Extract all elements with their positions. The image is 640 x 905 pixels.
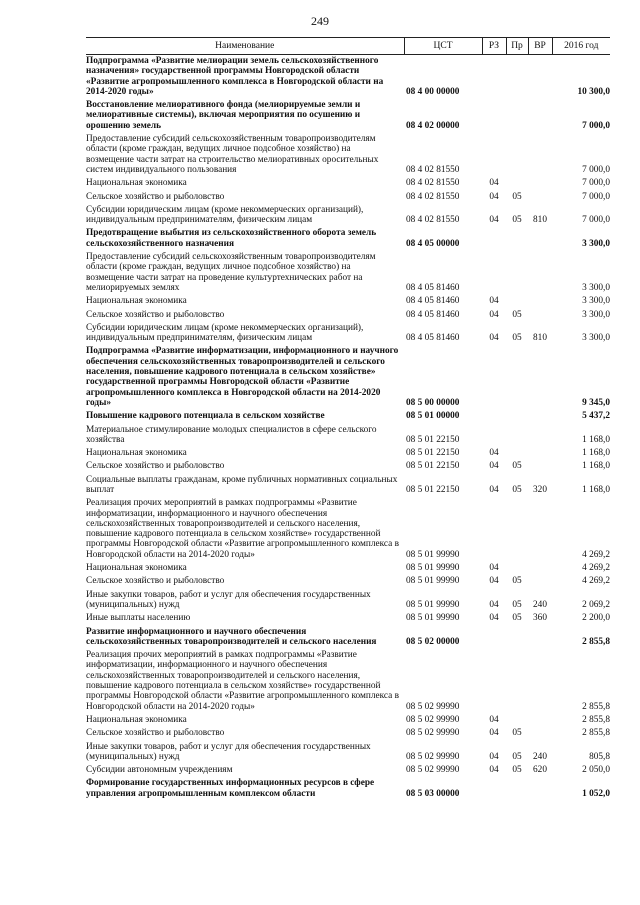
row-vr xyxy=(528,497,552,562)
table-row xyxy=(86,612,610,625)
row-name: Подпрограмма «Развитие информатизации, информационного и научного обеспечения сельскохозяйственных товаропроизводителей и сельского населения, повышение кадрового потенциала в сельском хозяйстве» государственной программы Новгородской области «Развитие агропромышленного комплекса в Новгородской области на 2014-2020 годы» xyxy=(86,346,399,408)
table-row xyxy=(86,741,610,765)
row-amount: 1 168,0 xyxy=(582,461,610,472)
row-name: Иные закупки товаров, работ и услуг для обеспечения государственных (муниципальных) нужд xyxy=(86,589,371,610)
table-body xyxy=(86,55,610,802)
header-pr: Пр xyxy=(506,38,528,55)
row-name: Иные закупки товаров, работ и услуг для обеспечения государственных (муниципальных) нужд xyxy=(86,741,371,762)
table-row xyxy=(86,727,610,740)
row-amount: 3 300,0 xyxy=(582,282,610,293)
row-rz: 04 xyxy=(489,484,499,495)
row-code: 08 5 01 22150 xyxy=(406,484,460,495)
row-code: 08 4 05 81460 xyxy=(406,309,460,320)
row-rz: 04 xyxy=(489,765,499,776)
table-row xyxy=(86,99,610,133)
row-code: 08 4 05 81460 xyxy=(406,282,460,293)
row-pr xyxy=(506,447,528,460)
row-vr xyxy=(528,714,552,727)
row-rz xyxy=(482,649,506,714)
header-name: Наименование xyxy=(86,38,404,55)
row-name: Субсидии юридическим лицам (кроме некоммерческих организаций), индивидуальным предпринимателям, физическим лицам xyxy=(86,204,364,226)
table-row xyxy=(86,309,610,322)
row-code: 08 5 02 99990 xyxy=(406,751,460,762)
row-rz xyxy=(482,497,506,562)
row-amount: 2 855,8 xyxy=(582,701,610,712)
row-vr xyxy=(528,447,552,460)
row-vr xyxy=(528,309,552,322)
row-rz xyxy=(482,251,506,295)
row-code: 08 4 02 81550 xyxy=(406,215,460,226)
row-pr xyxy=(506,562,528,575)
table-row xyxy=(86,410,610,423)
header-code: ЦСТ xyxy=(404,38,482,55)
row-pr xyxy=(506,714,528,727)
table-row xyxy=(86,322,610,346)
row-vr xyxy=(528,649,552,714)
row-code: 08 5 01 22150 xyxy=(406,434,460,445)
row-amount: 7 000,0 xyxy=(582,178,610,189)
row-rz: 04 xyxy=(489,599,499,610)
row-pr: 05 xyxy=(512,461,522,472)
table-row xyxy=(86,649,610,714)
row-name: Иные выплаты населению xyxy=(86,613,191,624)
row-name: Сельское хозяйство и рыболовство xyxy=(86,309,225,320)
row-code: 08 4 02 81550 xyxy=(406,191,460,202)
row-code: 08 5 01 22150 xyxy=(406,461,460,472)
table-row xyxy=(86,295,610,308)
row-vr xyxy=(528,251,552,295)
row-rz xyxy=(482,626,506,650)
row-vr: 620 xyxy=(533,765,547,776)
row-amount: 805,8 xyxy=(589,751,610,762)
header-vr: ВР xyxy=(528,38,552,55)
row-code: 08 5 03 00000 xyxy=(406,788,460,799)
row-pr xyxy=(506,295,528,308)
row-name: Национальная экономика xyxy=(86,563,187,574)
row-name: Социальные выплаты гражданам, кроме публичных нормативных социальных выплат xyxy=(86,474,398,495)
row-pr: 05 xyxy=(512,191,522,202)
row-pr: 05 xyxy=(512,599,522,610)
row-vr: 810 xyxy=(533,215,547,226)
row-amount: 5 437,2 xyxy=(582,411,610,422)
row-code: 08 4 05 81460 xyxy=(406,333,460,344)
row-pr: 05 xyxy=(512,333,522,344)
row-code: 08 5 00 00000 xyxy=(406,397,460,408)
row-name: Сельское хозяйство и рыболовство xyxy=(86,728,225,739)
row-code: 08 4 05 81460 xyxy=(406,296,460,307)
row-vr xyxy=(528,575,552,588)
row-amount: 3 300,0 xyxy=(582,238,610,249)
row-amount: 7 000,0 xyxy=(582,164,610,175)
table-row xyxy=(86,191,610,204)
table-row xyxy=(86,562,610,575)
row-amount: 2 050,0 xyxy=(582,765,610,776)
row-amount: 10 300,0 xyxy=(577,86,610,97)
table-row xyxy=(86,345,610,410)
row-vr xyxy=(528,626,552,650)
row-pr: 05 xyxy=(512,576,522,587)
row-rz: 04 xyxy=(489,448,499,459)
row-pr xyxy=(506,424,528,448)
row-code: 08 5 01 99990 xyxy=(406,563,460,574)
row-amount: 4 269,2 xyxy=(582,563,610,574)
table-row xyxy=(86,575,610,588)
row-pr xyxy=(506,410,528,423)
row-vr xyxy=(528,133,552,177)
row-name: Национальная экономика xyxy=(86,714,187,725)
row-amount: 7 000,0 xyxy=(582,120,610,131)
row-pr: 05 xyxy=(512,728,522,739)
row-rz xyxy=(482,345,506,410)
row-amount: 7 000,0 xyxy=(582,215,610,226)
row-vr xyxy=(528,55,552,100)
row-vr xyxy=(528,424,552,448)
row-rz xyxy=(482,133,506,177)
row-amount: 3 300,0 xyxy=(582,296,610,307)
row-name: Подпрограмма «Развитие мелиорации земель сельскохозяйственного назначения» государственной программы Новгородской области «Развитие агропромышленного комплекса в Новгородской области на 2014-2020 годы» xyxy=(86,56,384,97)
row-rz: 04 xyxy=(489,215,499,226)
row-rz: 04 xyxy=(489,563,499,574)
row-vr xyxy=(528,410,552,423)
row-code: 08 5 01 99990 xyxy=(406,599,460,610)
row-name: Национальная экономика xyxy=(86,448,187,459)
row-pr xyxy=(506,227,528,251)
row-rz: 04 xyxy=(489,191,499,202)
row-pr xyxy=(506,251,528,295)
row-rz: 04 xyxy=(489,309,499,320)
row-code: 08 4 02 81550 xyxy=(406,164,460,175)
row-code: 08 5 02 99990 xyxy=(406,714,460,725)
row-pr xyxy=(506,649,528,714)
row-amount: 2 855,8 xyxy=(582,728,610,739)
row-rz: 04 xyxy=(489,178,499,189)
row-pr xyxy=(506,99,528,133)
row-name: Субсидии юридическим лицам (кроме некоммерческих организаций), индивидуальным предпринимателям, физическим лицам xyxy=(86,322,364,344)
row-name: Субсидии автономным учреждениям xyxy=(86,765,233,776)
row-amount: 2 855,8 xyxy=(582,636,610,647)
table-row xyxy=(86,204,610,228)
table-row xyxy=(86,460,610,473)
row-name: Сельское хозяйство и рыболовство xyxy=(86,461,225,472)
row-vr xyxy=(528,562,552,575)
row-rz xyxy=(482,55,506,100)
table-row xyxy=(86,447,610,460)
row-amount: 1 168,0 xyxy=(582,448,610,459)
row-code: 08 4 02 00000 xyxy=(406,120,460,131)
row-name: Сельское хозяйство и рыболовство xyxy=(86,576,225,587)
row-pr: 05 xyxy=(512,613,522,624)
row-vr: 810 xyxy=(533,333,547,344)
table-row xyxy=(86,177,610,190)
row-amount: 7 000,0 xyxy=(582,191,610,202)
row-vr xyxy=(528,777,552,801)
table-row xyxy=(86,497,610,562)
row-rz: 04 xyxy=(489,576,499,587)
row-pr: 05 xyxy=(512,751,522,762)
page-number: 249 xyxy=(311,14,329,28)
row-amount: 3 300,0 xyxy=(582,333,610,344)
row-pr xyxy=(506,177,528,190)
row-amount: 9 345,0 xyxy=(582,397,610,408)
table-row xyxy=(86,474,610,498)
row-vr xyxy=(528,460,552,473)
table-row xyxy=(86,251,610,295)
row-code: 08 5 02 99990 xyxy=(406,701,460,712)
row-vr: 240 xyxy=(533,599,547,610)
row-rz xyxy=(482,227,506,251)
row-code: 08 5 01 99990 xyxy=(406,549,460,560)
table-row xyxy=(86,714,610,727)
row-rz: 04 xyxy=(489,296,499,307)
table-row xyxy=(86,424,610,448)
row-pr: 05 xyxy=(512,309,522,320)
row-vr xyxy=(528,727,552,740)
table-header-row xyxy=(86,38,610,55)
row-pr xyxy=(506,133,528,177)
budget-table xyxy=(86,37,610,801)
row-name: Национальная экономика xyxy=(86,178,187,189)
row-code: 08 5 01 99990 xyxy=(406,613,460,624)
row-code: 08 5 02 00000 xyxy=(406,636,460,647)
row-vr xyxy=(528,345,552,410)
row-amount: 1 168,0 xyxy=(582,434,610,445)
row-code: 08 4 05 00000 xyxy=(406,238,460,249)
row-rz: 04 xyxy=(489,728,499,739)
row-name: Реализация прочих мероприятий в рамках подпрограммы «Развитие информатизации, информационного и научного обеспечения сельскохозяйственных товаропроизводителей и сельского населения, повышение кадрового потенциала в сельском хозяйстве» государственной программы Новгородской области «Развитие агропромышленного комплекса в Новгородской области на 2014-2020 годы» xyxy=(86,650,399,712)
header-rz: РЗ xyxy=(482,38,506,55)
row-pr xyxy=(506,345,528,410)
row-vr: 320 xyxy=(533,484,547,495)
row-code: 08 4 02 81550 xyxy=(406,178,460,189)
row-pr xyxy=(506,777,528,801)
table-row xyxy=(86,777,610,801)
row-amount: 3 300,0 xyxy=(582,309,610,320)
row-pr: 05 xyxy=(512,765,522,776)
row-vr xyxy=(528,191,552,204)
row-pr: 05 xyxy=(512,215,522,226)
row-pr: 05 xyxy=(512,484,522,495)
row-code: 08 5 01 00000 xyxy=(406,411,460,422)
row-vr xyxy=(528,177,552,190)
row-name: Развитие информационного и научного обеспечения сельскохозяйственных товаропроизводителей и сельского населения xyxy=(86,626,377,647)
row-amount: 4 269,2 xyxy=(582,576,610,587)
row-code: 08 4 00 00000 xyxy=(406,86,460,97)
row-name: Материальное стимулирование молодых специалистов в сфере сельского хозяйства xyxy=(86,424,377,445)
header-amount: 2016 год xyxy=(552,38,610,55)
row-rz xyxy=(482,410,506,423)
row-name: Предотвращение выбытия из сельскохозяйственного оборота земель сельскохозяйственного назначения xyxy=(86,228,377,249)
row-rz xyxy=(482,424,506,448)
table-row xyxy=(86,589,610,613)
row-amount: 1 168,0 xyxy=(582,484,610,495)
row-pr xyxy=(506,55,528,100)
row-code: 08 5 01 22150 xyxy=(406,448,460,459)
row-vr: 360 xyxy=(533,613,547,624)
row-rz xyxy=(482,777,506,801)
table-row xyxy=(86,764,610,777)
row-pr xyxy=(506,497,528,562)
row-rz: 04 xyxy=(489,751,499,762)
row-vr xyxy=(528,227,552,251)
row-vr: 240 xyxy=(533,751,547,762)
row-amount: 1 052,0 xyxy=(582,788,610,799)
table-row xyxy=(86,55,610,100)
row-name: Реализация прочих мероприятий в рамках подпрограммы «Развитие информатизации, информационного и научного обеспечения сельскохозяйственных товаропроизводителей и сельского населения, повышение кадрового потенциала в сельском хозяйстве» государственной программы Новгородской области «Развитие агропромышленного комплекса в Новгородской области на 2014-2020 годы» xyxy=(86,498,399,560)
row-pr xyxy=(506,626,528,650)
row-amount: 2 200,0 xyxy=(582,613,610,624)
table-row xyxy=(86,626,610,650)
row-rz: 04 xyxy=(489,333,499,344)
row-rz: 04 xyxy=(489,714,499,725)
row-vr xyxy=(528,99,552,133)
row-rz xyxy=(482,99,506,133)
row-name: Восстановление мелиоративного фонда (мелиорируемые земли и мелиоративные системы), включая мероприятия по осушению и орошению земель xyxy=(86,100,361,131)
row-code: 08 5 02 99990 xyxy=(406,728,460,739)
row-vr xyxy=(528,295,552,308)
row-rz: 04 xyxy=(489,613,499,624)
row-code: 08 5 01 99990 xyxy=(406,576,460,587)
row-code: 08 5 02 99990 xyxy=(406,765,460,776)
table-row xyxy=(86,227,610,251)
row-name: Повышение кадрового потенциала в сельском хозяйстве xyxy=(86,411,325,422)
table-row xyxy=(86,133,610,177)
row-name: Предоставление субсидий сельскохозяйственным товаропроизводителям области (кроме граждан, ведущих личное подсобное хозяйство) на возмещение части затрат на проведение культуртехнических работ на мелиорируемых землях xyxy=(86,252,376,293)
row-rz: 04 xyxy=(489,461,499,472)
row-amount: 2 069,2 xyxy=(582,599,610,610)
row-name: Сельское хозяйство и рыболовство xyxy=(86,191,225,202)
row-name: Национальная экономика xyxy=(86,296,187,307)
row-name: Формирование государственных информационных ресурсов в сфере управления агропромышленным комплексом области xyxy=(86,778,375,799)
row-amount: 2 855,8 xyxy=(582,714,610,725)
row-name: Предоставление субсидий сельскохозяйственным товаропроизводителям области (кроме граждан, ведущих личное подсобное хозяйство) на возмещение части затрат на строительство мелиоративных оросительных систем индивидуального пользования xyxy=(86,134,379,175)
row-amount: 4 269,2 xyxy=(582,549,610,560)
